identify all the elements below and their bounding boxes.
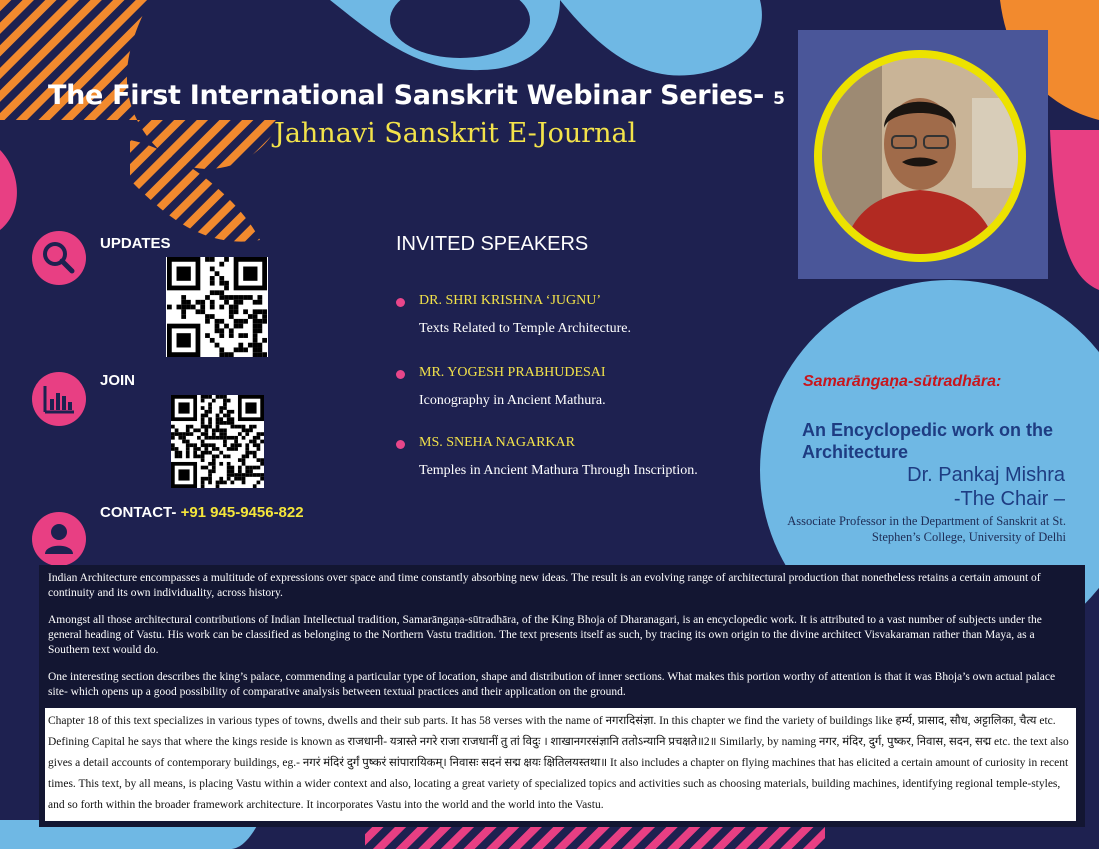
search-icon	[32, 231, 86, 285]
series-number: 5	[773, 89, 785, 109]
chair-affiliation: Associate Professor in the Department of Sanskrit at St. Stephen’s College, University of Delhi	[787, 514, 1066, 544]
blue-blob-top-right	[560, 0, 762, 76]
updates-qr-code[interactable]	[166, 257, 268, 357]
journal-subtitle: Jahnavi Sanskrit E-Journal	[274, 118, 637, 149]
chair-name: Dr. Pankaj Mishra	[907, 464, 1065, 486]
contact-phone[interactable]: +91 945-9456-822	[180, 504, 304, 521]
speaker-name: MS. SNEHA NAGARKAR	[419, 435, 575, 450]
chair-photo	[822, 58, 1018, 254]
speaker-topic: Texts Related to Temple Architecture.	[419, 321, 631, 336]
title-text: The First International Sanskrit Webinar Series-	[48, 80, 764, 111]
body-paragraph-2: Amongst all those architectural contributions of Indian Intellectual tradition, Samarāngaṇa-sūtradhāra, of the King Bhoja of Dharanagari, is an encyclopedic work. It is attributed to a vast number of subjects under the general heading of Vastu. His work can be classified as belonging to the Northern Vastu tradition. The text presents itself as such, by tracing its own origin to the divine architect Visvakaraman rather than Maya, as a Southern text would do.	[48, 614, 1042, 656]
bullet-dot	[396, 370, 405, 379]
description-box	[39, 565, 1085, 827]
speaker-topic: Iconography in Ancient Mathura.	[419, 393, 606, 408]
join-qr-code[interactable]	[171, 395, 264, 488]
striped-bottom	[365, 826, 825, 849]
contact-line	[100, 504, 304, 521]
bar-chart-icon	[32, 372, 86, 426]
page-title	[48, 80, 785, 111]
contact-label: CONTACT-	[100, 504, 177, 521]
speaker-topic: Temples in Ancient Mathura Through Inscription.	[419, 463, 698, 478]
chapter-note-box	[45, 708, 1076, 821]
updates-label: UPDATES	[100, 235, 171, 252]
lecture-subtitle: An Encyclopedic work on the Architecture	[802, 420, 1054, 462]
body-paragraph-4: Chapter 18 of this text specializes in various types of towns, dwells and their sub parts. It has 58 verses with the name of नगरादिसंज्ञा. In this chapter we find the variety of buildings like हर्म्य, प्रासाद, सौध, अट्टालिका, चैत्य etc. Defining Capital he says that where the kings reside is known as राजधानी- यत्रास्ते नगरे राजा राजधानीं तु तां विदुः । शाखानगरसंज्ञानि ततोऽन्यानि प्रचक्षते॥2॥ Similarly, by naming नगर, मंदिर, दुर्ग, पुष्कर, निवास, सदन, सद्म etc. the text also gives a detail accounts of contemporary buildings, eg.- नगरं मंदिरं दुर्गं पुष्करं सांपारायिकम्। निवासः सदनं सद्म क्षयः क्षितिलयस्तथा॥ It also includes a chapter on flying machines that has elicited a certain amount of curiosity in recent times. This text, by all means, is placing Vastu within a wider context and also, locating a great variety of specialized topics and activities such as choosing materials, building machines, identifying regional temple-styles, and so forth within the broader framework architecture. It incorporates Vastu into the world and the world into the Vastu.	[48, 715, 1069, 811]
pink-blob-left	[0, 150, 17, 230]
bullet-dot	[396, 298, 405, 307]
lecture-title: Samarāngaṇa-sūtradhāra:	[803, 373, 1002, 390]
speaker-name: MR. YOGESH PRABHUDESAI	[419, 365, 606, 380]
body-paragraph-3: One interesting section describes the king’s palace, commending a particular type of location, shape and distribution of inner sections. What makes this portion worthy of attention is that it was Bhoja’s own actual palace site- which opens up a good possibility of comparative analysis between textual practices and their application on the ground.	[48, 671, 1056, 698]
body-paragraph-1: Indian Architecture encompasses a multitude of expressions over space and time constantly absorbing new ideas. The result is an evolving range of architectural production that nonetheless retains a certain amount of continuity and its own individuality, across history.	[48, 572, 1041, 599]
user-icon	[32, 512, 86, 566]
chair-role: -The Chair –	[953, 488, 1065, 510]
pink-blob-right	[1050, 130, 1099, 290]
chair-photo-frame	[798, 30, 1048, 279]
join-label: JOIN	[100, 372, 136, 389]
bullet-dot	[396, 440, 405, 449]
invited-speakers-heading: INVITED SPEAKERS	[396, 233, 589, 255]
speaker-name: DR. SHRI KRISHNA ‘JUGNU’	[419, 293, 602, 308]
